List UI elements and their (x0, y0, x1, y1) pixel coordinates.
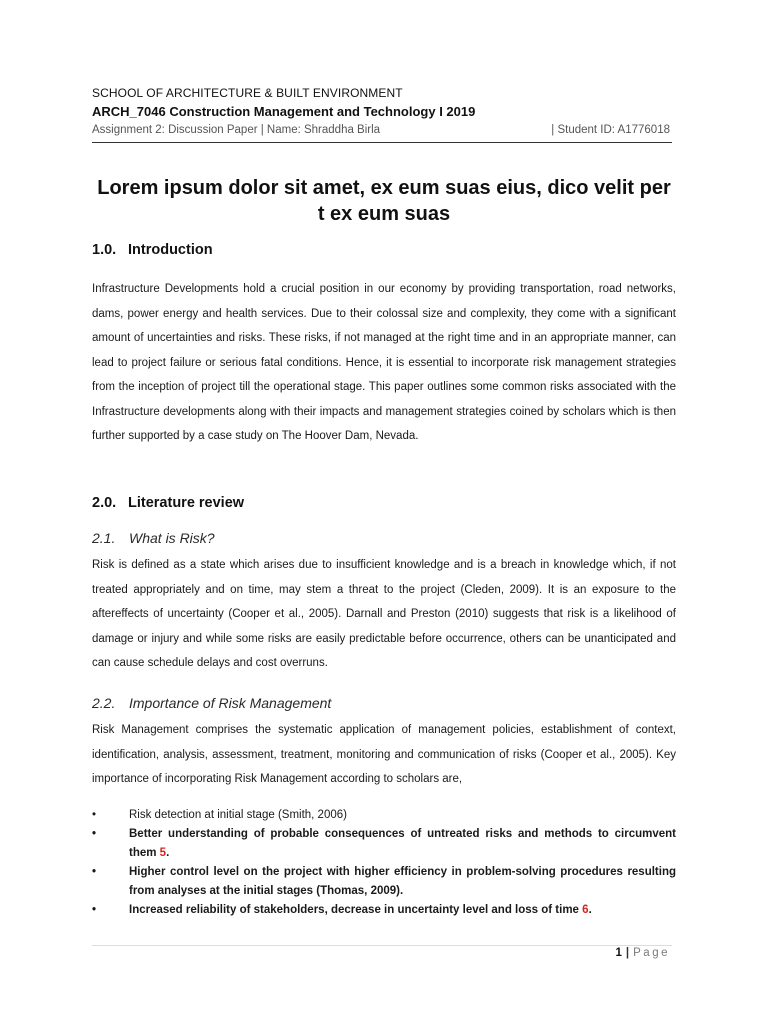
page-label: Page (633, 947, 670, 959)
subsection-heading-what-is-risk (92, 530, 215, 546)
bullet-icon: • (92, 904, 97, 916)
list-item: • Risk detection at initial stage (Smith, 2006) (92, 806, 676, 825)
section-heading-introduction (92, 242, 213, 258)
subsection-title: Importance of Risk Management (129, 695, 332, 711)
bullet-icon: • (92, 809, 97, 821)
subsection-heading-importance (92, 695, 331, 711)
benefits-list (92, 806, 676, 920)
reference-marker: 6 (582, 904, 589, 916)
list-item: • Increased reliability of stakeholders, decrease in uncertainty level and loss of time 6. (92, 901, 676, 920)
assignment-line (92, 124, 672, 136)
document-page (92, 0, 676, 1024)
bullet-icon: • (92, 828, 97, 840)
course-title: ARCH_7046 Construction Management and Technology I 2019 (92, 104, 476, 119)
list-item: • Higher control level on the project with higher efficiency in problem-solving procedures resulting from analyses at the initial stages (Thomas, 2009). (92, 863, 676, 901)
section-number: 2.0. (92, 495, 117, 511)
assignment-name: Assignment 2: Discussion Paper | Name: Shraddha Birla (92, 124, 381, 136)
page-number: 1 (615, 947, 623, 959)
section-title: Literature review (128, 495, 245, 511)
section-heading-literature-review (92, 495, 244, 511)
subsection-number: 2.1. (92, 530, 116, 546)
subsection-number: 2.2. (92, 695, 116, 711)
student-id: | Student ID: A1776018 (551, 124, 670, 136)
risk-definition-paragraph: Risk is defined as a state which arises due to insufficient knowledge and is a breach in knowledge which, if not treated appropriately and on time, may stem a threat to the project (Cleden, 2009). It is an exposure to the aftereffects of uncertainty (Cooper et al., 2005). Darnall and Preston (2010) suggests that risk is a likelihood of damage or injury and while some risks are easily predictable before occurrence, others can be unanticipated and can cause schedule delays and cost overruns. (92, 559, 676, 669)
school-name: SCHOOL OF ARCHITECTURE & BUILT ENVIRONMENT (92, 86, 403, 100)
reference-marker: 5 (159, 847, 167, 859)
bullet-icon: • (92, 866, 97, 878)
section-number: 1.0. (92, 242, 117, 258)
paper-title: Lorem ipsum dolor sit amet, ex eum suas eius, dico velit per t ex eum suas (97, 177, 671, 225)
introduction-paragraph: Infrastructure Developments hold a crucial position in our economy by providing transportation, road networks, dams, power energy and health services. Due to their colossal size and complexity, they come with a significant amount of uncertainties and risks. These risks, if not managed at the right time and in an appropriate manner, can lead to project failure or serious fatal conditions. Hence, it is essential to incorporate risk management strategies from the inception of project till the operational stage. This paper outlines some common risks associated with the Infrastructure developments along with their impacts and management strategies coined by scholars which is then further supported by a case study on The Hoover Dam, Nevada. (92, 283, 676, 442)
list-item: • Better understanding of probable consequences of untreated risks and methods to circumvent them 5. (92, 825, 676, 863)
section-title: Introduction (128, 242, 213, 258)
importance-paragraph: Risk Management comprises the systematic application of management policies, establishment of context, identification, analysis, assessment, treatment, monitoring and communication of risks (Cooper et al., 2005). Key importance of incorporating Risk Management according to scholars are, (92, 724, 676, 785)
header-divider (92, 142, 672, 143)
subsection-title: What is Risk? (129, 530, 215, 546)
footer-divider (92, 945, 672, 946)
page-footer (616, 947, 671, 959)
footer-separator: | (625, 947, 630, 959)
